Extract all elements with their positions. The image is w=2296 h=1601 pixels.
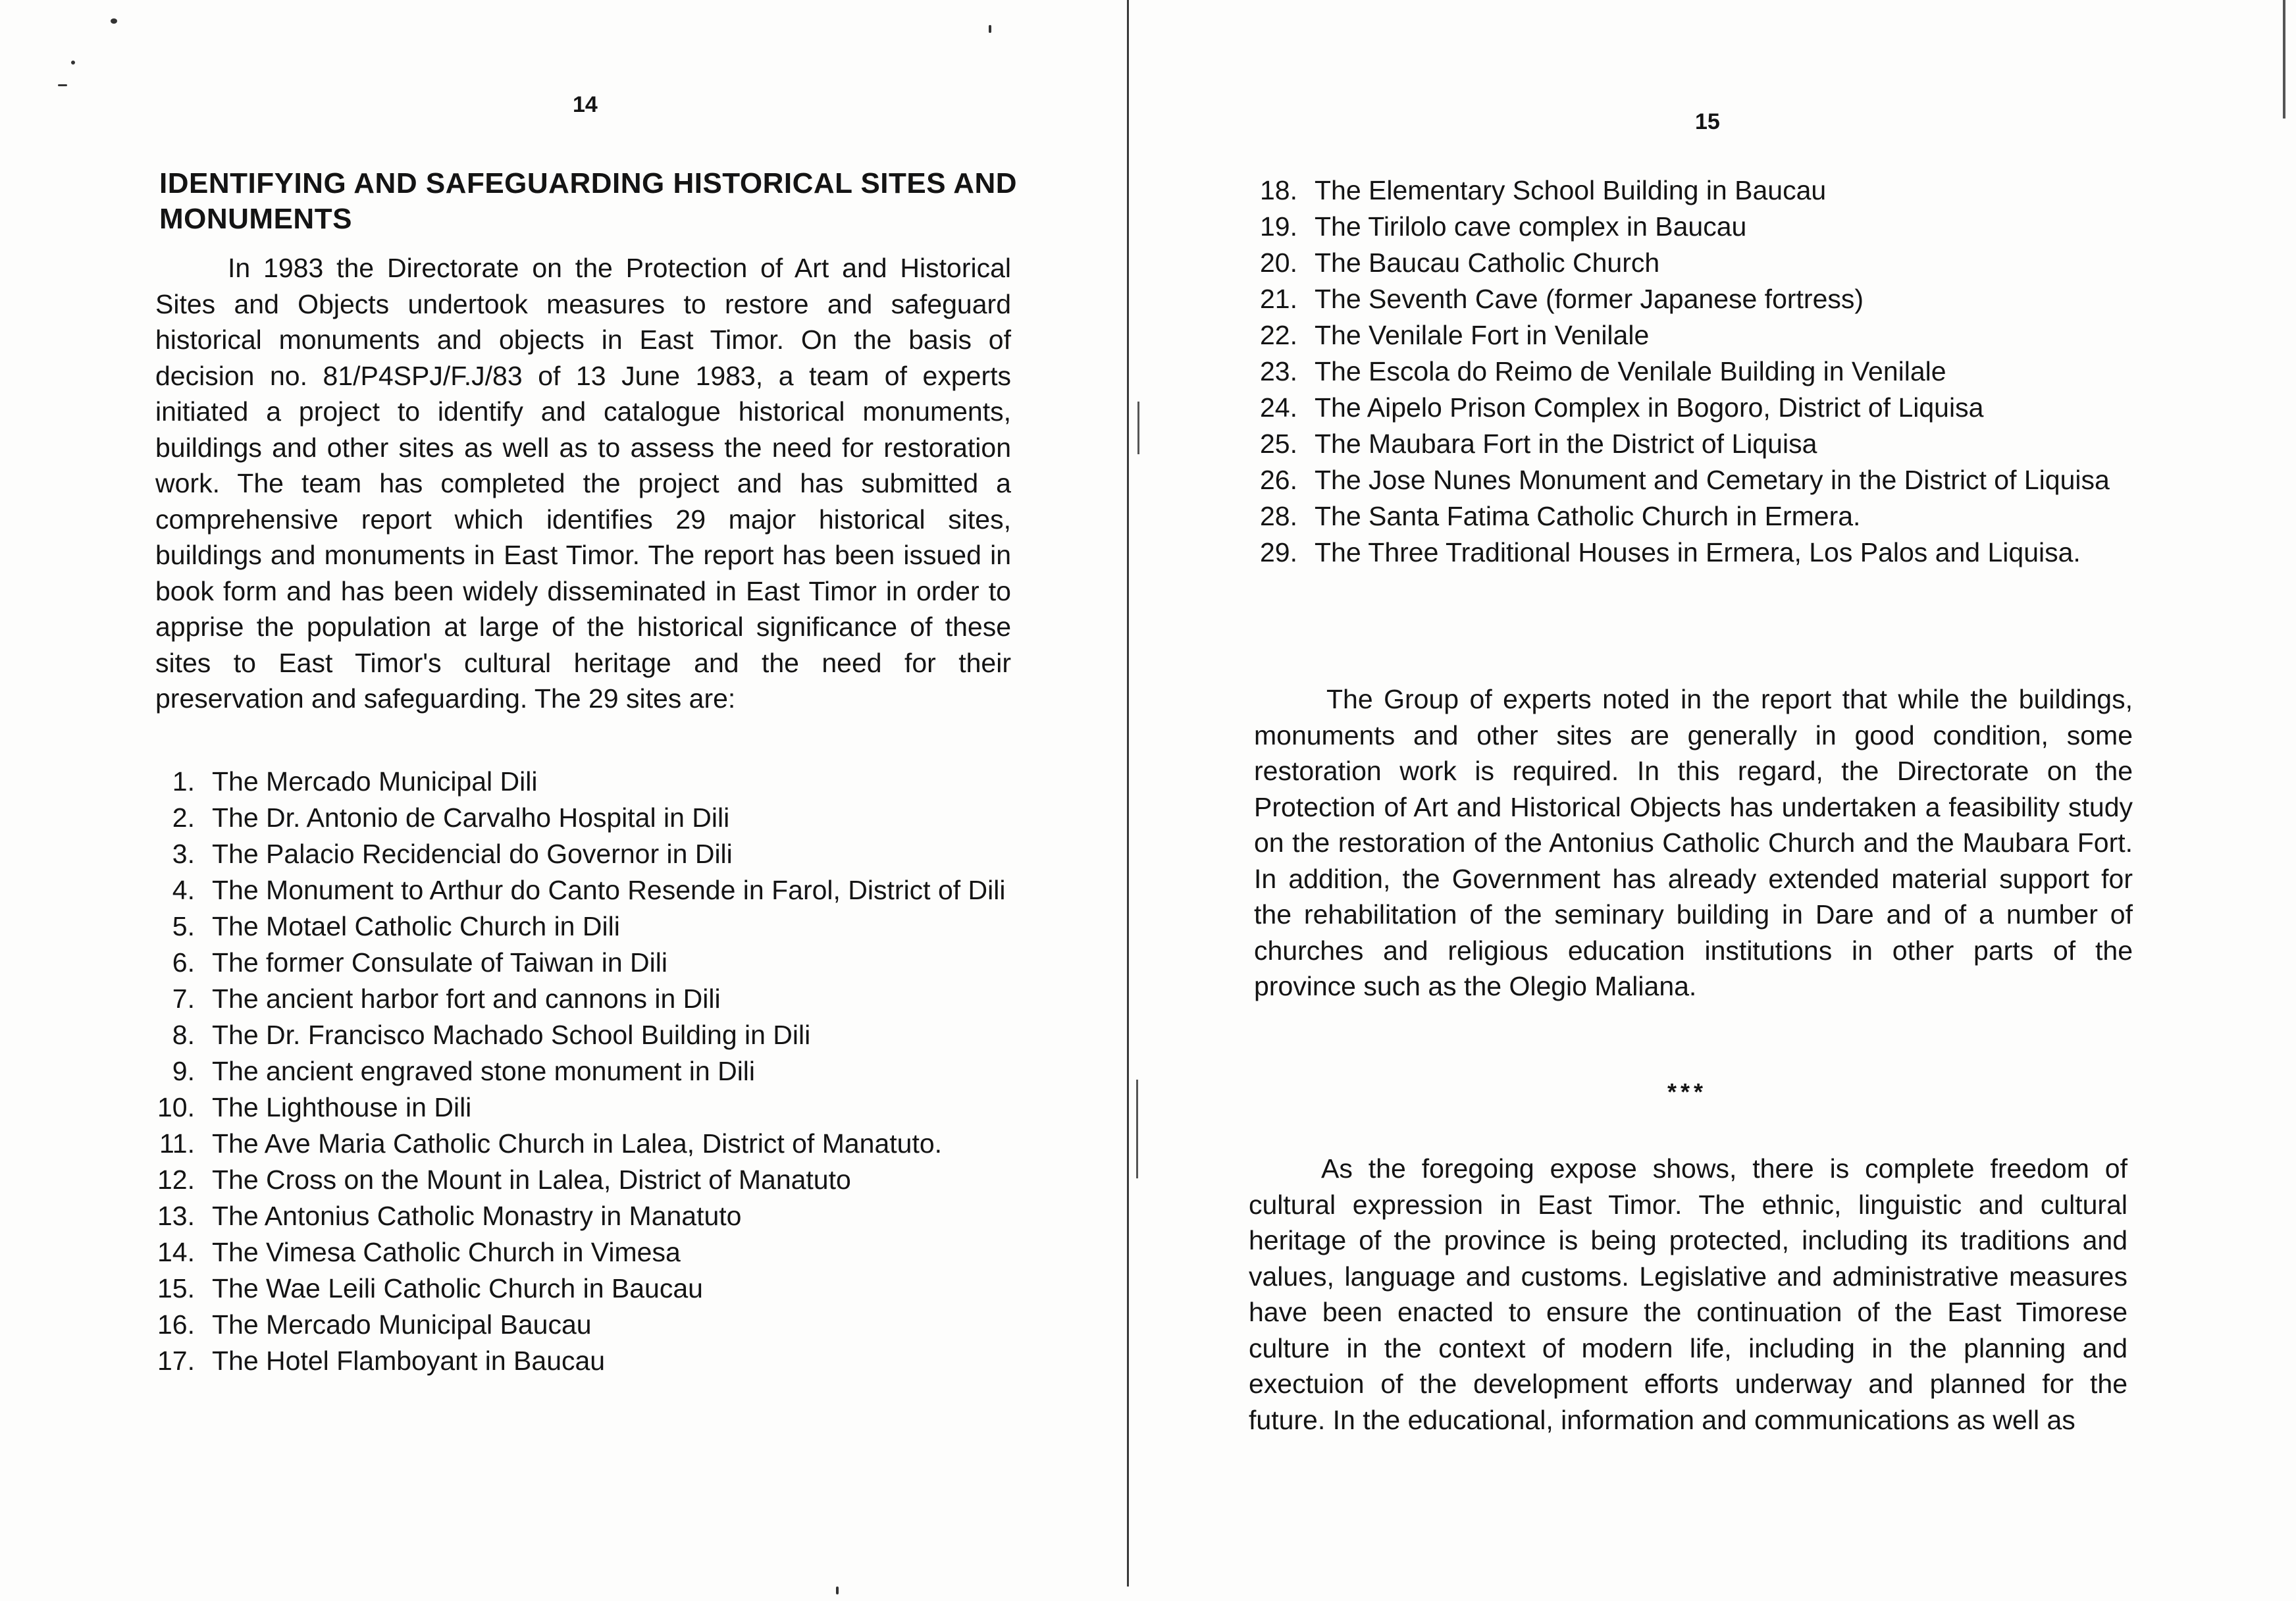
item-text: The Baucau Catholic Church [1315,248,1660,278]
list-item [151,945,1020,981]
item-number: 9. [172,1056,195,1086]
item-text: The Motael Catholic Church in Dili [212,911,620,941]
item-number: 14. [157,1237,195,1267]
list-item [151,800,1020,836]
item-number: 18. [1260,175,1297,205]
item-number: 7. [172,984,195,1014]
sites-list [151,764,1020,1379]
list-item [1254,462,2136,498]
item-number: 5. [172,911,195,941]
item-text: The Dr. Francisco Machado School Building in Dili [212,1020,811,1050]
item-text: The Vimesa Catholic Church in Vimesa [212,1237,681,1267]
scan-speck [1136,1080,1138,1178]
item-text: The Santa Fatima Catholic Church in Ermera. [1315,501,1861,531]
list-item [1254,245,2136,281]
body-paragraph: As the foregoing expose shows, there is complete freedom of cultural expression in East Timor. The ethnic, linguistic and cultural heritage of the province is being protected, including its traditions and values, language and customs. Legislative and administrative measures have been enacted to ensure the continuation of the East Timorese culture in the context of modern life, including in the planning and exectuion of the development efforts underway and planned for the future. In the educational, information and communications as well as [1249,1153,2127,1435]
scan-speck [989,25,991,33]
list-item [151,1126,1020,1162]
scan-speck [111,18,117,24]
list-item [151,1089,1020,1126]
sites-list-continued [1254,172,2136,571]
item-text: The Dr. Antonio de Carvalho Hospital in Dili [212,802,730,833]
intro-paragraph: In 1983 the Directorate on the Protection of Art and Historical Sites and Objects undertook measures to restore and safeguard historical monuments and objects in East Timor. On the basis of decision no. 81/P4SPJ/F.J/83 of 13 June 1983, a team of experts initiated a project to identify and catalogue historical monuments, buildings and other sites as well as to assess the need for restoration work. The team has completed the project and has submitted a comprehensive report which identifies 29 major historical sites, buildings and monuments in East Timor. The report has been issued in book form and has been widely disseminated in East Timor in order to apprise the population at large of the historical significance of these sites to East Timor's cultural heritage and the need for their preservation and safeguarding. The 29 sites are: [155,253,1011,714]
item-number: 11. [159,1128,195,1159]
item-number: 23. [1260,356,1297,386]
item-text: The former Consulate of Taiwan in Dili [212,947,667,978]
item-number: 29. [1260,537,1297,567]
item-text: The Monument to Arthur do Canto Resende in Farol, District of Dili [212,875,1006,905]
item-number: 12. [157,1165,195,1195]
item-text: The Tirilolo cave complex in Baucau [1315,211,1747,242]
list-item [151,1162,1020,1198]
item-number: 26. [1260,465,1297,495]
list-item [1254,281,2136,317]
scan-speck [2283,0,2285,118]
list-item [1254,535,2136,571]
item-number: 13. [157,1201,195,1231]
list-item [1254,426,2136,462]
item-text: The ancient engraved stone monument in Dili [212,1056,756,1086]
item-number: 17. [157,1346,195,1376]
page-gutter [1127,0,1129,1587]
item-number: 3. [172,839,195,869]
item-text: The Elementary School Building in Baucau [1315,175,1827,205]
list-item [151,908,1020,945]
item-text: The ancient harbor fort and cannons in Dili [212,984,721,1014]
page-number: 15 [1695,109,1720,134]
item-text: The Antonius Catholic Monastry in Manatuto [212,1201,742,1231]
list-item [151,1234,1020,1271]
list-item [1254,354,2136,390]
page-number: 14 [573,92,598,117]
item-number: 15. [157,1273,195,1303]
item-number: 28. [1260,501,1297,531]
list-item [151,872,1020,908]
scan-speck [1137,402,1139,454]
item-text: The Venilale Fort in Venilale [1315,320,1650,350]
body-paragraph: The Group of experts noted in the report that while the buildings, monuments and other sites are generally in good condition, some restoration work is required. In this regard, the Directorate on the Protection of Art and Historical Objects has undertaken a feasibility study on the restoration of the Antonius Catholic Church and the Maubara Fort. In addition, the Government has already extended material support for the rehabilitation of the seminary building in Dare and of a number of churches and religious education institutions in other parts of the province such as the Olegio Maliana. [1254,684,2133,1001]
item-text: The Palacio Recidencial do Governor in Dili [212,839,733,869]
list-item [151,836,1020,872]
item-text: The Aipelo Prison Complex in Bogoro, District of Liquisa [1315,392,1984,423]
section-heading: IDENTIFYING AND SAFEGUARDING HISTORICAL SITES AND MONUMENTS [159,167,1018,235]
item-number: 4. [172,875,195,905]
list-item [151,981,1020,1017]
list-item [151,1053,1020,1089]
item-text: The Cross on the Mount in Lalea, District of Manatuto [212,1165,851,1195]
item-text: The Jose Nunes Monument and Cemetary in the District of Liquisa [1315,465,2110,495]
list-item [151,1271,1020,1307]
list-item [151,1017,1020,1053]
list-item [151,1307,1020,1343]
item-number: 6. [172,947,195,978]
item-number: 24. [1260,392,1297,423]
scan-speck [71,61,75,65]
list-item [1254,209,2136,245]
item-text: The Ave Maria Catholic Church in Lalea, District of Manatuto. [212,1128,943,1159]
item-text: The Maubara Fort in the District of Liquisa [1315,429,1817,459]
item-number: 2. [172,802,195,833]
list-item [1254,172,2136,209]
item-text: The Escola do Reimo de Venilale Building in Venilale [1315,356,1946,386]
list-item [1254,317,2136,354]
list-item [1254,390,2136,426]
item-text: The Seventh Cave (former Japanese fortress) [1315,284,1864,314]
item-text: The Mercado Municipal Dili [212,766,538,797]
list-item [151,1198,1020,1234]
item-number: 21. [1260,284,1297,314]
scan-speck [58,84,67,86]
list-item [151,764,1020,800]
list-item [151,1343,1020,1379]
item-number: 16. [157,1309,195,1340]
item-text: The Lighthouse in Dili [212,1092,472,1122]
item-text: The Three Traditional Houses in Ermera, Los Palos and Liquisa. [1315,537,2081,567]
item-text: The Hotel Flamboyant in Baucau [212,1346,606,1376]
item-text: The Wae Leili Catholic Church in Baucau [212,1273,703,1303]
item-number: 25. [1260,429,1297,459]
item-number: 10. [157,1092,195,1122]
item-number: 1. [172,766,195,797]
item-number: 8. [172,1020,195,1050]
list-item [1254,498,2136,535]
item-number: 19. [1260,211,1297,242]
scan-speck [836,1587,839,1594]
item-text: The Mercado Municipal Baucau [212,1309,592,1340]
item-number: 22. [1260,320,1297,350]
section-separator: *** [1667,1078,1708,1105]
item-number: 20. [1260,248,1297,278]
